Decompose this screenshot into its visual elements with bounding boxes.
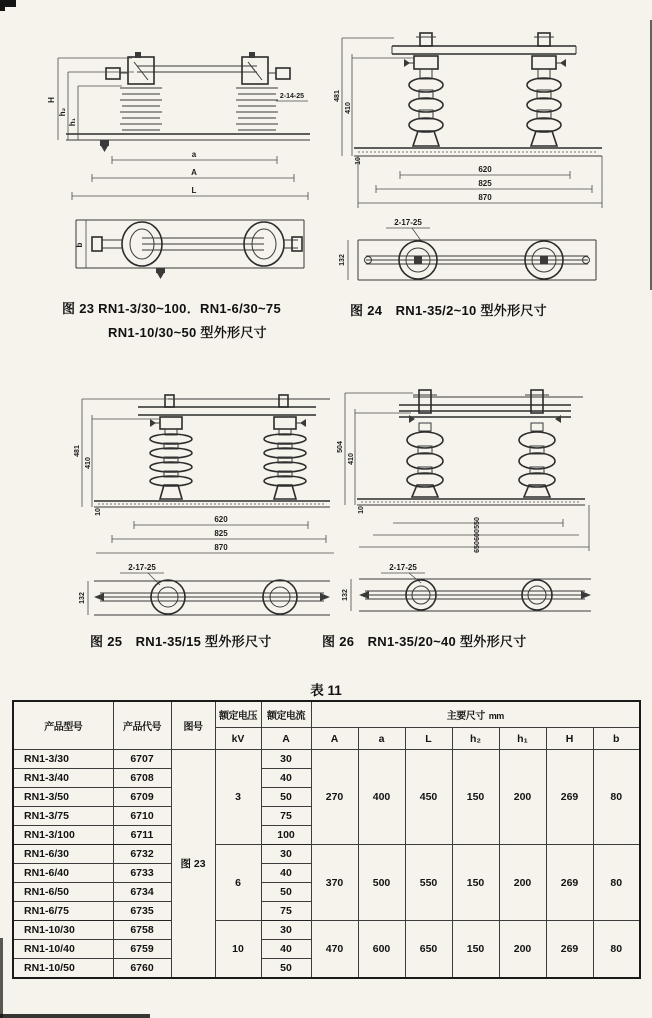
header-voltage: 额定电压: [215, 701, 261, 728]
fig23-dim-h1: h₁: [68, 117, 77, 127]
cell-code: 6734: [113, 883, 171, 902]
cell-dim-h2: 150: [452, 750, 499, 845]
figure-24-drawing: [330, 28, 622, 290]
cell-dim-L: 550: [405, 845, 452, 921]
table-row: [13, 845, 640, 864]
figure-23-caption-line1: 图 23 RN1-3/30~100．RN1-6/30~75: [62, 301, 281, 316]
fig23-dim-A: A: [191, 168, 197, 177]
fig26-dim-depth: 132: [342, 589, 349, 601]
fig25-dim-620: 620: [214, 515, 228, 524]
cell-model: RN1-6/40: [13, 864, 113, 883]
figure-25-caption: 图 25 RN1-35/15 型外形尺寸: [90, 634, 272, 649]
cell-dim-L: 650: [405, 921, 452, 979]
cell-dim-h2: 150: [452, 845, 499, 921]
table-title: 表 11: [310, 683, 342, 698]
cell-code: 6735: [113, 902, 171, 921]
cell-voltage: 6: [215, 845, 261, 921]
table-row: [13, 750, 640, 769]
scan-artifact: [0, 7, 5, 11]
cell-dim-A: 270: [311, 750, 358, 845]
header-dim-b: b: [593, 728, 640, 750]
fig25-dim-870: 870: [214, 543, 228, 552]
cell-dim-h2: 150: [452, 921, 499, 979]
fig24-holes-note: 2-17-25: [394, 218, 422, 227]
cell-code: 6708: [113, 769, 171, 788]
cell-dim-a: 600: [358, 921, 405, 979]
cell-model: RN1-3/75: [13, 807, 113, 826]
cell-model: RN1-10/50: [13, 959, 113, 979]
cell-dim-h1: 200: [499, 921, 546, 979]
cell-code: 6709: [113, 788, 171, 807]
fig23-top-view: [75, 220, 304, 279]
fig25-top-view: [79, 563, 330, 615]
header-dim-L: L: [405, 728, 452, 750]
cell-model: RN1-3/100: [13, 826, 113, 845]
fig26-dim-600: 600: [474, 529, 481, 541]
fig25-side-view: [74, 395, 334, 553]
cell-dim-A: 370: [311, 845, 358, 921]
cell-dim-L: 450: [405, 750, 452, 845]
figure-24-caption: 图 24 RN1-35/2~10 型外形尺寸: [350, 303, 547, 318]
cell-current: 50: [261, 883, 311, 902]
fig26-dim-550: 550: [474, 517, 481, 529]
cell-model: RN1-6/75: [13, 902, 113, 921]
fig26-side-view: [337, 390, 589, 553]
fig25-dim-height-top: 481: [74, 445, 81, 457]
cell-model: RN1-10/40: [13, 940, 113, 959]
header-code: 产品代号: [113, 701, 171, 750]
cell-code: 6711: [113, 826, 171, 845]
cell-voltage: 10: [215, 921, 261, 979]
table-row: [13, 921, 640, 940]
cell-code: 6707: [113, 750, 171, 769]
cell-current: 50: [261, 959, 311, 979]
fig26-dim-base: 10: [358, 506, 365, 514]
cell-code: 6760: [113, 959, 171, 979]
cell-current: 100: [261, 826, 311, 845]
cell-code: 6759: [113, 940, 171, 959]
header-current: 额定电流: [261, 701, 311, 728]
figure-23-caption-line2: RN1-10/30~50 型外形尺寸: [108, 325, 267, 340]
fig25-dim-depth: 132: [79, 592, 86, 604]
scan-artifact: [0, 938, 3, 1018]
header-dims-label: 主要尺寸: [446, 711, 485, 722]
fig26-dim-height-top: 504: [337, 441, 344, 453]
cell-current: 40: [261, 940, 311, 959]
fig23-dim-L: L: [191, 186, 197, 195]
figure-23-drawing: [42, 28, 322, 290]
cell-current: 75: [261, 807, 311, 826]
spec-table: [12, 700, 641, 979]
fig26-dim-height: 410: [348, 453, 355, 465]
cell-dim-b: 80: [593, 845, 640, 921]
cell-dim-b: 80: [593, 750, 640, 845]
cell-current: 30: [261, 750, 311, 769]
cell-current: 75: [261, 902, 311, 921]
header-dim-h1: h₁: [499, 728, 546, 750]
fig24-dim-870: 870: [478, 193, 492, 202]
cell-figure-ref: 图 23: [171, 750, 215, 979]
cell-current: 30: [261, 845, 311, 864]
fig23-dim-H: H: [47, 97, 56, 103]
cell-model: RN1-10/30: [13, 921, 113, 940]
cell-dim-A: 470: [311, 921, 358, 979]
header-current-unit: A: [261, 728, 311, 750]
scan-artifact: [0, 0, 16, 7]
figure-26-caption: 图 26 RN1-35/20~40 型外形尺寸: [322, 634, 527, 649]
cell-dim-H: 269: [546, 845, 593, 921]
cell-current: 40: [261, 864, 311, 883]
header-figure: 图号: [171, 701, 215, 750]
fig23-holes-note: 2-14-25: [279, 93, 305, 100]
fig24-dim-height-top: 481: [334, 90, 341, 102]
scan-artifact: [0, 1014, 150, 1018]
fig26-holes-note: 2-17-25: [389, 563, 417, 572]
fig24-dim-depth: 132: [339, 254, 346, 266]
cell-code: 6732: [113, 845, 171, 864]
cell-dim-a: 500: [358, 845, 405, 921]
cell-dim-H: 269: [546, 750, 593, 845]
fig23-side-view: [47, 52, 310, 200]
fig25-dim-base: 10: [95, 508, 102, 516]
cell-code: 6710: [113, 807, 171, 826]
cell-dim-H: 269: [546, 921, 593, 979]
fig23-dim-b: b: [75, 242, 84, 248]
fig24-top-view: [339, 218, 596, 280]
cell-code: 6758: [113, 921, 171, 940]
cell-current: 50: [261, 788, 311, 807]
fig24-dim-base: 10: [355, 157, 362, 165]
header-dim-A: A: [311, 728, 358, 750]
cell-model: RN1-3/50: [13, 788, 113, 807]
cell-voltage: 3: [215, 750, 261, 845]
cell-model: RN1-6/50: [13, 883, 113, 902]
cell-dim-a: 400: [358, 750, 405, 845]
fig26-dim-650: 650: [474, 541, 481, 553]
fig24-dim-height: 410: [345, 102, 352, 114]
header-dims-unit: mm: [488, 711, 504, 721]
header-dims: [311, 701, 640, 728]
fig23-dim-h2: h₂: [58, 107, 67, 117]
cell-current: 40: [261, 769, 311, 788]
fig24-side-view: [334, 33, 602, 208]
fig24-dim-825: 825: [478, 179, 492, 188]
header-model: 产品型号: [13, 701, 113, 750]
fig24-dim-620: 620: [478, 165, 492, 174]
header-dim-H: H: [546, 728, 593, 750]
cell-dim-b: 80: [593, 921, 640, 979]
cell-current: 30: [261, 921, 311, 940]
fig25-dim-825: 825: [214, 529, 228, 538]
cell-dim-h1: 200: [499, 845, 546, 921]
fig25-holes-note: 2-17-25: [128, 563, 156, 572]
cell-dim-h1: 200: [499, 750, 546, 845]
cell-code: 6733: [113, 864, 171, 883]
fig26-top-view: [342, 563, 591, 611]
fig25-dim-height: 410: [85, 457, 92, 469]
fig23-dim-a: a: [191, 150, 197, 159]
header-voltage-unit: kV: [215, 728, 261, 750]
cell-model: RN1-3/40: [13, 769, 113, 788]
header-dim-h2: h₂: [452, 728, 499, 750]
figure-26-drawing: [333, 385, 618, 623]
cell-model: RN1-6/30: [13, 845, 113, 864]
cell-model: RN1-3/30: [13, 750, 113, 769]
figure-25-drawing: [68, 385, 353, 623]
header-dim-a: a: [358, 728, 405, 750]
